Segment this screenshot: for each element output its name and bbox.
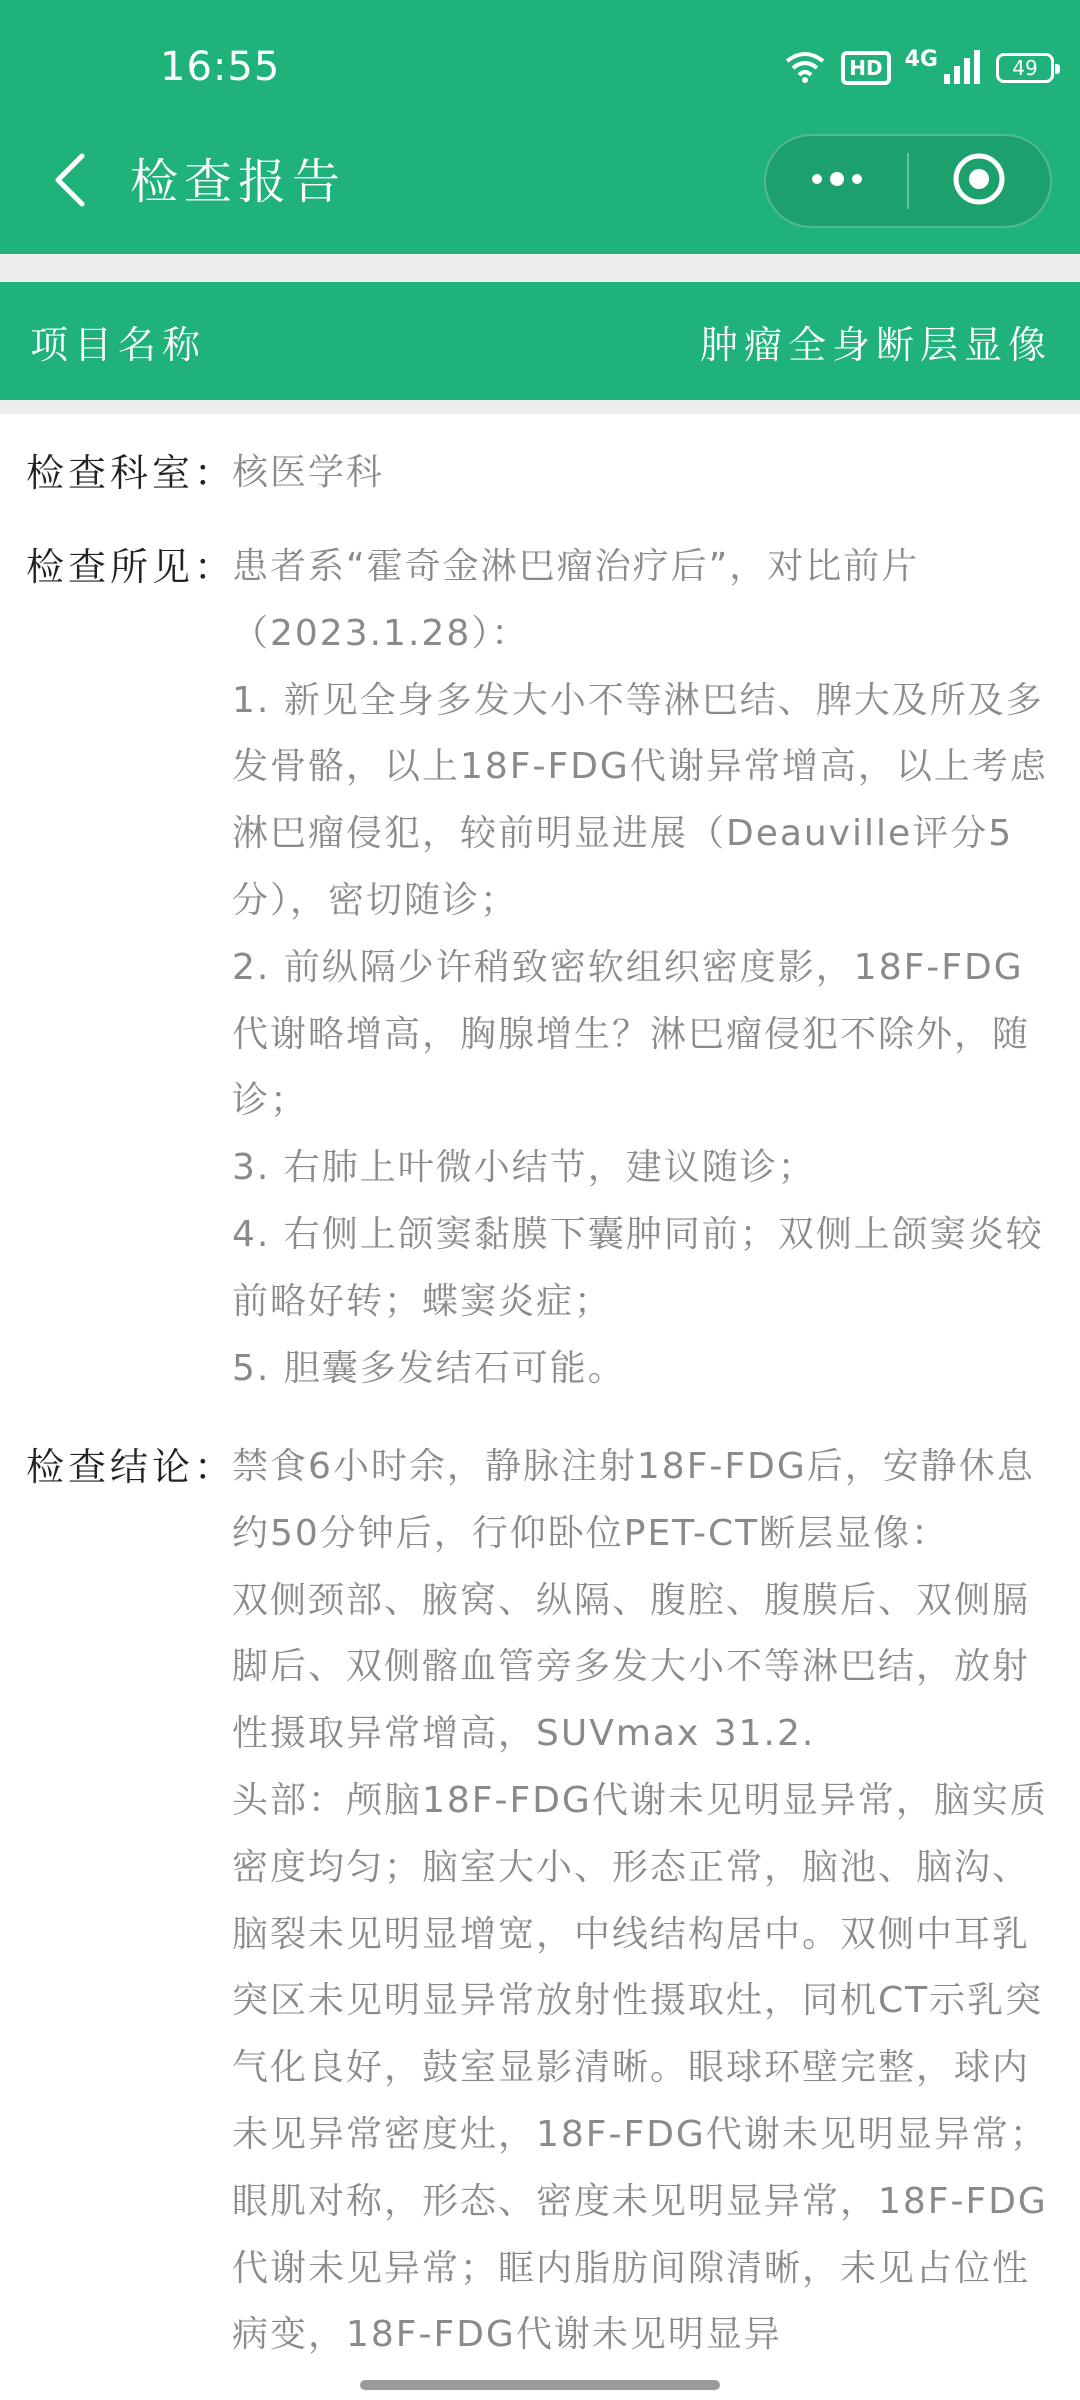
findings-paragraph: 2. 前纵隔少许稍致密软组织密度影，18F-FDG代谢略增高，胸腺增生？淋巴瘤侵犯不除外，随诊；	[232, 946, 1031, 1122]
mini-program-capsule	[764, 134, 1052, 228]
close-target-icon	[951, 151, 1007, 211]
project-bar	[0, 282, 1080, 400]
department-label: 检查科室：	[26, 451, 237, 495]
findings-label: 检查所见：	[26, 545, 237, 589]
battery-level: 49	[1012, 56, 1038, 80]
more-button[interactable]	[766, 136, 907, 226]
nav-bar	[0, 130, 1080, 234]
status-time: 16:55	[160, 44, 281, 90]
conclusion-text	[232, 1434, 1054, 2369]
project-value: 肿瘤全身断层显像	[699, 322, 1052, 367]
network-label: 4G	[904, 47, 938, 72]
wifi-icon	[783, 49, 827, 87]
conclusion-label: 检查结论：	[26, 1445, 237, 1489]
back-arrow-icon	[52, 152, 88, 212]
page-title: 检查报告	[130, 154, 347, 210]
home-indicator[interactable]	[360, 2380, 720, 2390]
hd-badge: HD	[841, 51, 890, 85]
section-divider	[0, 254, 1080, 282]
conclusion-paragraph: 头部：颅脑18F-FDG代谢未见明显异常，脑实质密度均匀；脑室大小、形态正常，脑池、脑沟、脑裂未见明显增宽，中线结构居中。双侧中耳乳突区未见明显异常放射性摄取灶，同机CT示乳突气化良好，鼓室显影清晰。眼球环壁完整，球内未见异常密度灶，18F-FDG代谢未见明显异常；眼肌对称，形态、密度未见明显异常，18F-FDG代谢未见异常；眶内脂肪间隙清晰，未见占位性病变，18F-FDG代谢未见明显异	[232, 1779, 1048, 2356]
signal-icon	[942, 48, 982, 88]
findings-text	[232, 534, 1054, 1402]
conclusion-paragraph: 禁食6小时余，静脉注射18F-FDG后，安静休息约50分钟后，行仰卧位PET-CT断层显像：	[232, 1446, 1035, 1554]
back-button[interactable]	[40, 152, 100, 212]
findings-paragraph: 患者系“霍奇金淋巴瘤治疗后”，对比前片（2023.1.28）：	[232, 546, 920, 654]
findings-paragraph: 1. 新见全身多发大小不等淋巴结、脾大及所及多发骨骼，以上18F-FDG代谢异常增高，以上考虑淋巴瘤侵犯，较前明显进展（Deauville评分5分），密切随诊；	[232, 679, 1048, 921]
conclusion-paragraph: 双侧颈部、腋窝、纵隔、腹腔、腹膜后、双侧膈脚后、双侧髂血管旁多发大小不等淋巴结，放射性摄取异常增高，SUVmax 31.2.	[232, 1579, 1031, 1755]
findings-paragraph: 3. 右肺上叶微小结节，建议随诊；	[232, 1147, 816, 1189]
section-divider	[0, 400, 1080, 414]
department-value: 核医学科	[232, 452, 385, 493]
close-button[interactable]	[909, 136, 1050, 226]
status-icons	[783, 46, 1054, 90]
battery-icon	[996, 53, 1054, 83]
more-dots-icon	[807, 169, 867, 193]
project-label: 项目名称	[30, 322, 207, 367]
findings-paragraph: 4. 右侧上颌窦黏膜下囊肿同前；双侧上颌窦炎较前略好转；蝶窦炎症；	[232, 1213, 1044, 1322]
app-header	[0, 0, 1080, 254]
findings-paragraph: 5. 胆囊多发结石可能。	[232, 1347, 626, 1389]
